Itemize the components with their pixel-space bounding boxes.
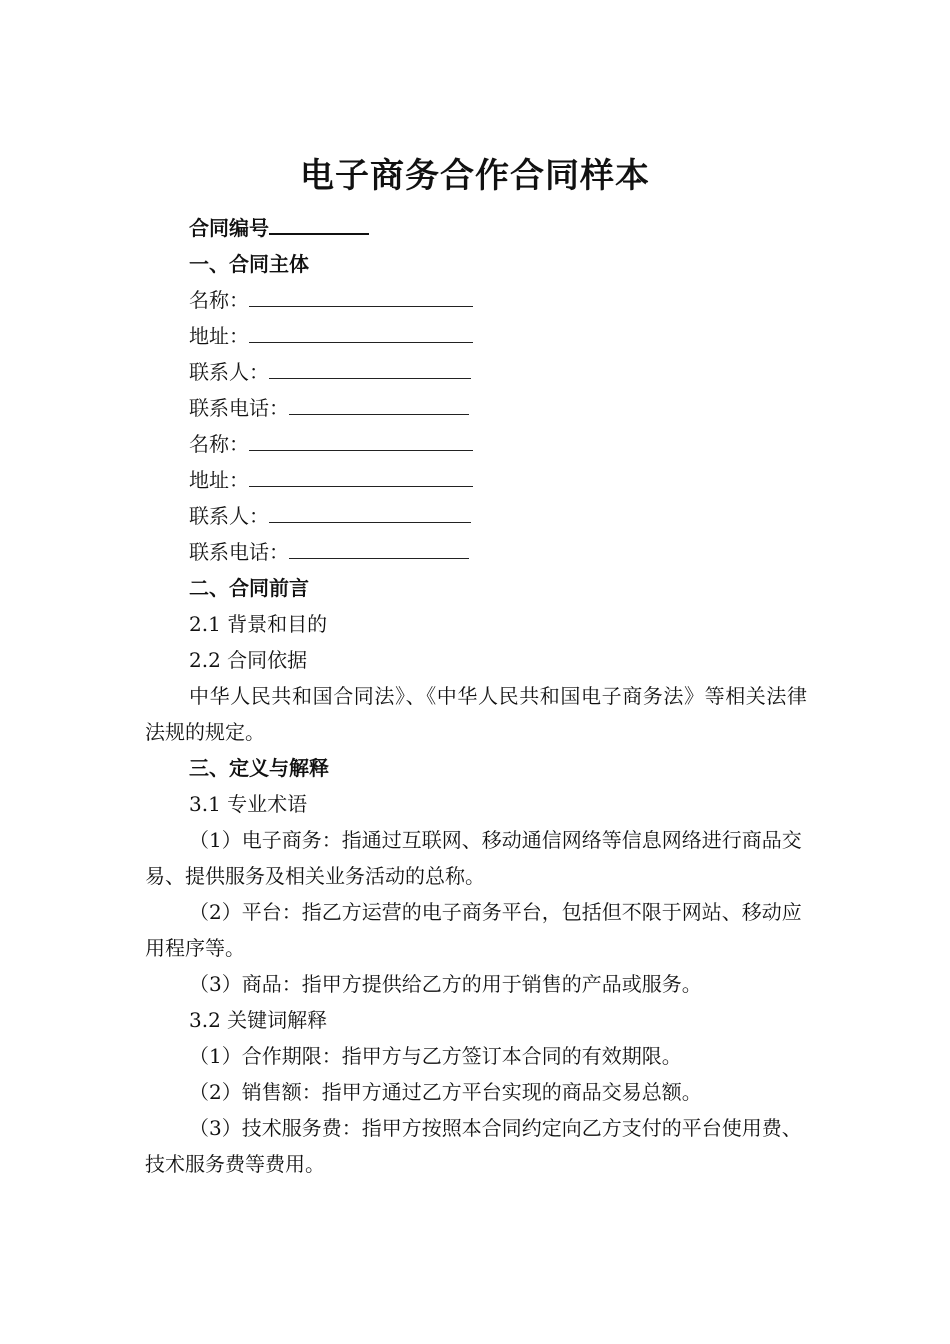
definition-item-3-1: 3.1 专业术语 — [189, 792, 308, 816]
contract-number-blank — [269, 211, 369, 235]
party-b-name-blank — [249, 428, 473, 451]
party-a-address-label: 地址： — [189, 324, 249, 348]
party-a-name-blank — [249, 284, 473, 307]
section-heading-1: 一、合同主体 — [189, 252, 309, 276]
section-heading-2: 二、合同前言 — [189, 576, 309, 600]
party-a-contact-line — [145, 354, 807, 390]
preface-item-2-1: 2.1 背景和目的 — [189, 612, 328, 636]
keyword-1: （1）合作期限：指甲方与乙方签订本合同的有效期限。 — [189, 1044, 682, 1068]
party-b-name-line — [145, 426, 807, 462]
party-a-name-line — [145, 282, 807, 318]
party-b-contact-blank — [269, 500, 471, 523]
preface-basis-paragraph: 中华人民共和国合同法》、《中华人民共和国电子商务法》等相关法律法规的规定。 — [145, 684, 807, 744]
party-b-phone-label: 联系电话： — [189, 540, 289, 564]
document-title: 电子商务合作合同样本 — [300, 156, 650, 196]
keyword-3: （3）技术服务费：指甲方按照本合同约定向乙方支付的平台使用费、技术服务费等费用。 — [145, 1116, 802, 1176]
party-a-phone-label: 联系电话： — [189, 396, 289, 420]
section-heading-3: 三、定义与解释 — [189, 756, 329, 780]
document-body — [145, 210, 807, 1182]
preface-item-2-2: 2.2 合同依据 — [189, 648, 308, 672]
contract-number-line — [145, 210, 807, 246]
definition-term-3: （3）商品：指甲方提供给乙方的用于销售的产品或服务。 — [189, 972, 702, 996]
keyword-2: （2）销售额：指甲方通过乙方平台实现的商品交易总额。 — [189, 1080, 702, 1104]
definition-term-2: （2）平台：指乙方运营的电子商务平台，包括但不限于网站、移动应用程序等。 — [145, 900, 802, 960]
party-a-address-blank — [249, 320, 473, 343]
party-a-phone-line — [145, 390, 807, 426]
party-a-name-label: 名称： — [189, 288, 249, 312]
definition-item-3-2: 3.2 关键词解释 — [189, 1008, 328, 1032]
party-a-phone-blank — [289, 392, 469, 415]
party-b-contact-label: 联系人： — [189, 504, 269, 528]
contract-number-label: 合同编号 — [189, 216, 269, 240]
party-b-phone-blank — [289, 536, 469, 559]
party-b-contact-line — [145, 498, 807, 534]
party-a-contact-blank — [269, 356, 471, 379]
party-b-name-label: 名称： — [189, 432, 249, 456]
party-b-address-blank — [249, 464, 473, 487]
definition-term-1: （1）电子商务：指通过互联网、移动通信网络等信息网络进行商品交易、提供服务及相关业务活动的总称。 — [145, 828, 802, 888]
party-a-contact-label: 联系人： — [189, 360, 269, 384]
party-b-address-line — [145, 462, 807, 498]
party-b-phone-line — [145, 534, 807, 570]
party-a-address-line — [145, 318, 807, 354]
party-b-address-label: 地址： — [189, 468, 249, 492]
